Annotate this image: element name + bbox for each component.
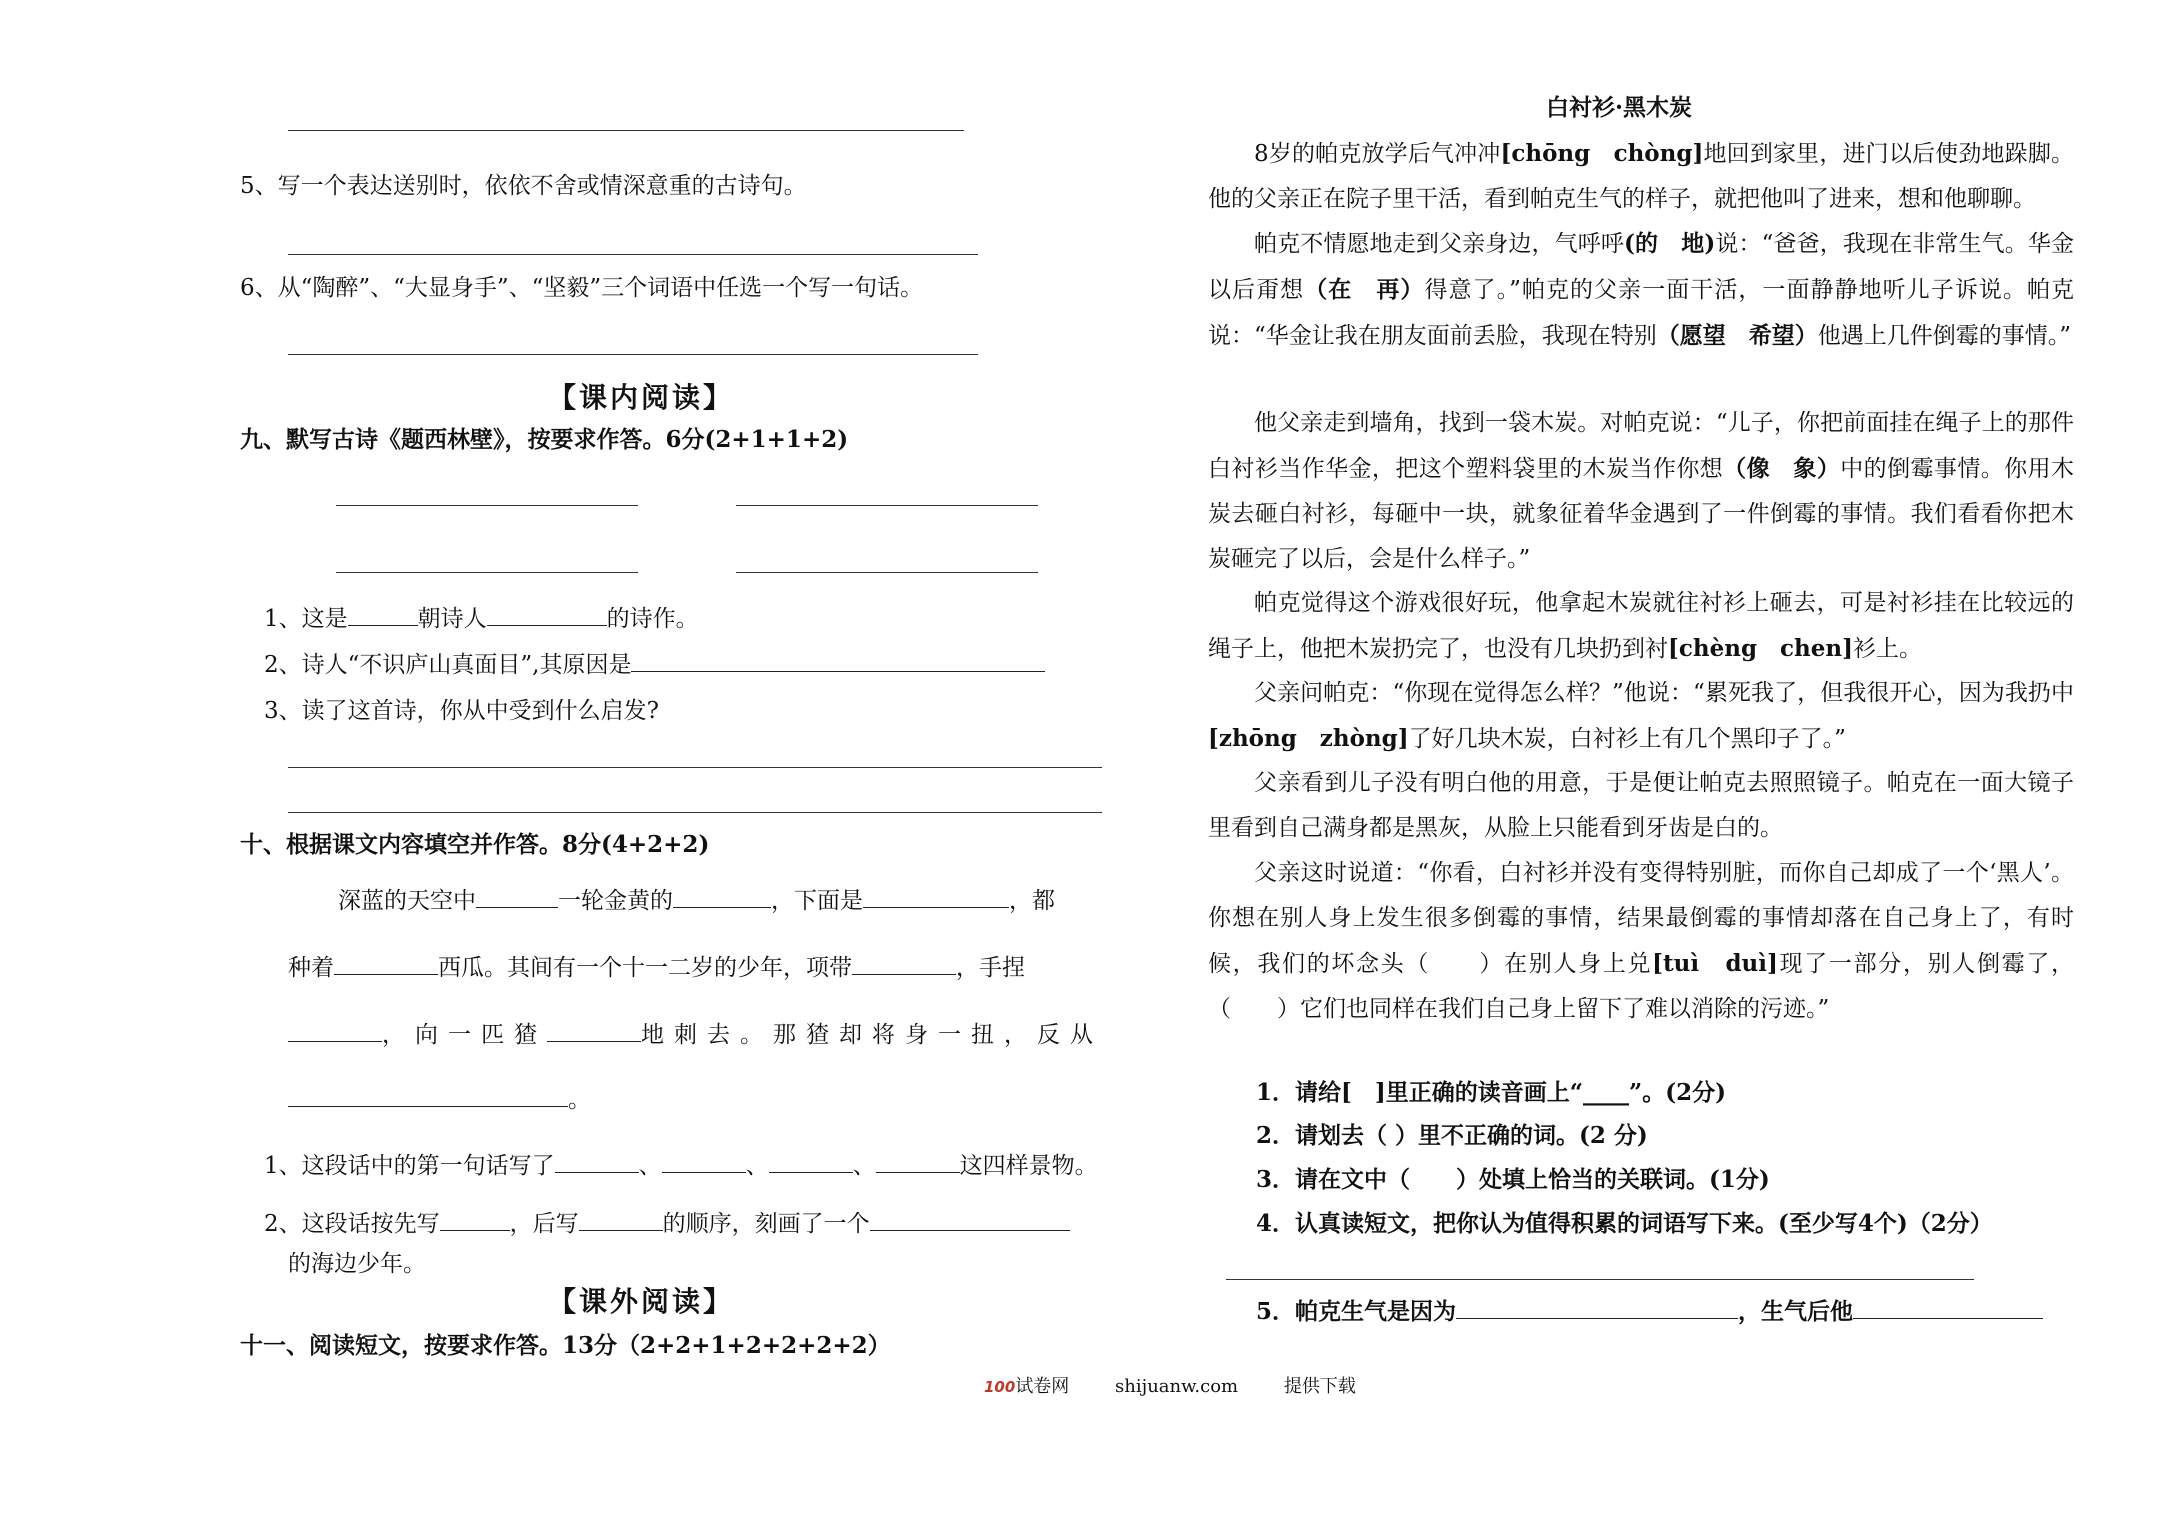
blank bbox=[288, 1084, 568, 1107]
blank bbox=[876, 1150, 960, 1173]
poem-line bbox=[336, 505, 638, 506]
blank bbox=[870, 1208, 1070, 1231]
footer bbox=[984, 1372, 1356, 1398]
section-heading-ke-wai: 【课外阅读】 bbox=[548, 1285, 735, 1318]
blank bbox=[673, 885, 771, 908]
story-question-5: 5．帕克生气是因为 ，生气后他 bbox=[1256, 1296, 2043, 1328]
story-paragraph-5: 父亲问帕克：“你现在觉得怎么样？”他说：“累死我了，但我很开心，因为我扔中[zhōng zhòng]了好几块木炭，白衬衫上有几个黑印子了。” bbox=[1208, 680, 2074, 752]
question-10-title: 十、根据课文内容填空并作答。8分(4+2+2) bbox=[240, 831, 710, 858]
question-5: 5、写一个表达送别时，依依不舍或情深意重的古诗句。 bbox=[240, 173, 807, 199]
blank bbox=[487, 603, 607, 626]
site-name: 试卷网 bbox=[1015, 1376, 1070, 1397]
blank bbox=[1456, 1296, 1738, 1319]
story-paragraph-6: 父亲看到儿子没有明白他的用意，于是便让帕克去照照镜子。帕克在一面大镜子里看到自己满身都是黑灰，从脸上只能看到牙齿是白的。 bbox=[1208, 770, 2074, 841]
blank bbox=[334, 952, 438, 975]
question-9-3: 3、读了这首诗，你从中受到什么启发? bbox=[264, 698, 659, 724]
question-6: 6、从“陶醉”、“大显身手”、“坚毅”三个词语中任选一个写一句话。 bbox=[240, 275, 924, 301]
answer-line bbox=[288, 130, 964, 131]
story-title: 白衬衫·黑木炭 bbox=[1546, 94, 1693, 121]
poem-line bbox=[736, 572, 1038, 573]
question-10-passage-line-1: 深蓝的天空中 一轮金黄的 ，下面是 ，都 bbox=[338, 885, 1055, 917]
question-10-sub-2: 2、这段话按先写 ，后写 的顺序，刻画了一个 bbox=[264, 1208, 1070, 1240]
blank bbox=[348, 603, 418, 626]
section-heading-ke-nei: 【课内阅读】 bbox=[548, 381, 735, 414]
question-10-passage-line-4: 。 bbox=[288, 1084, 591, 1116]
question-10-sub-2-end: 的海边少年。 bbox=[288, 1251, 426, 1277]
question-10-passage-line-3: ，向一匹猹 地刺去。那猹却将身一扭，反从 bbox=[288, 1019, 1103, 1051]
blank bbox=[631, 649, 1045, 672]
answer-line bbox=[288, 254, 978, 255]
story-paragraph-7: 父亲这时说道：“你看，白衬衫并没有变得特别脏，而你自己却成了一个‘黑人’。你想在别人身上发生很多倒霉的事情，结果最倒霉的事情却落在自己身上了，有时候，我们的坏念头（ ）在别人身上兑[tuì duì]现了一部分，别人倒霉了，（ ）它们也同样在我们自己身上留下了难以消除的污迹。” bbox=[1208, 860, 2075, 1022]
blank bbox=[555, 1150, 639, 1173]
story-question-1: 1．请给[ ]里正确的读音画上“____”。(2分) bbox=[1256, 1079, 1726, 1106]
story-question-2: 2．请划去（ ）里不正确的词。(2 分) bbox=[1256, 1122, 1648, 1149]
download-note: 提供下载 bbox=[1283, 1376, 1356, 1397]
answer-line bbox=[288, 354, 978, 355]
blank bbox=[579, 1208, 663, 1231]
answer-line bbox=[288, 767, 1102, 768]
blank bbox=[662, 1150, 746, 1173]
blank bbox=[440, 1208, 510, 1231]
story-paragraph-1: 8岁的帕克放学后气冲冲[chōng chòng]地回到家里，进门以后使劲地跺脚。他的父亲正在院子里干活，看到帕克生气的样子，就把他叫了进来，想和他聊聊。 bbox=[1208, 140, 2075, 212]
blank bbox=[1853, 1296, 2043, 1319]
poem-line bbox=[736, 505, 1038, 506]
answer-line bbox=[1226, 1279, 1974, 1280]
site-logo: 100 bbox=[984, 1378, 1016, 1396]
blank bbox=[769, 1150, 853, 1173]
blank bbox=[852, 952, 956, 975]
question-9-2: 2、诗人“不识庐山真面目”,其原因是 bbox=[264, 649, 1045, 681]
story-question-4: 4．认真读短文，把你认为值得积累的词语写下来。(至少写4个)（2分） bbox=[1256, 1210, 1993, 1237]
site-domain[interactable]: shijuanw.com bbox=[1115, 1376, 1239, 1397]
poem-line bbox=[336, 572, 638, 573]
question-11-title: 十一、阅读短文，按要求作答。13分（2+2+1+2+2+2+2） bbox=[240, 1332, 891, 1359]
blank bbox=[288, 1019, 382, 1042]
blank bbox=[863, 885, 1009, 908]
question-9-title: 九、默写古诗《题西林壁》，按要求作答。6分(2+1+1+2) bbox=[240, 426, 849, 453]
question-10-passage-line-2: 种着 西瓜。其间有一个十一二岁的少年，项带 ，手捏 bbox=[288, 952, 1025, 984]
story-question-3: 3．请在文中（ ）处填上恰当的关联词。(1分) bbox=[1256, 1166, 1770, 1193]
story-paragraph-2: 帕克不情愿地走到父亲身边，气呼呼(的 地)说：“爸爸，我现在非常生气。华金以后甭想（在 再）得意了。”帕克的父亲一面干活，一面静静地听儿子诉说。帕克说：“华金让我在朋友面前丢脸，我现在特别（愿望 希望）他遇上几件倒霉的事情。” bbox=[1208, 230, 2075, 349]
question-9-1: 1、这是 朝诗人 的诗作。 bbox=[264, 603, 699, 635]
story-paragraph-3: 他父亲走到墙角，找到一袋木炭。对帕克说：“儿子，你把前面挂在绳子上的那件白衬衫当作华金，把这个塑料袋里的木炭当作你想（像 象）中的倒霉事情。你用木炭去砸白衬衫，每砸中一块，就象征着华金遇到了一件倒霉的事情。我们看看你把木炭砸完了以后，会是什么样子。” bbox=[1208, 410, 2075, 572]
question-10-sub-1: 1、这段话中的第一句话写了 、 、 、 这四样景物。 bbox=[264, 1150, 1098, 1182]
answer-line bbox=[288, 812, 1102, 813]
blank bbox=[547, 1019, 641, 1042]
story-paragraph-4: 帕克觉得这个游戏很好玩，他拿起木炭就往衬衫上砸去，可是衬衫挂在比较远的绳子上，他把木炭扔完了，也没有几块扔到衬[chèng chen]衫上。 bbox=[1208, 590, 2074, 662]
blank bbox=[476, 885, 558, 908]
